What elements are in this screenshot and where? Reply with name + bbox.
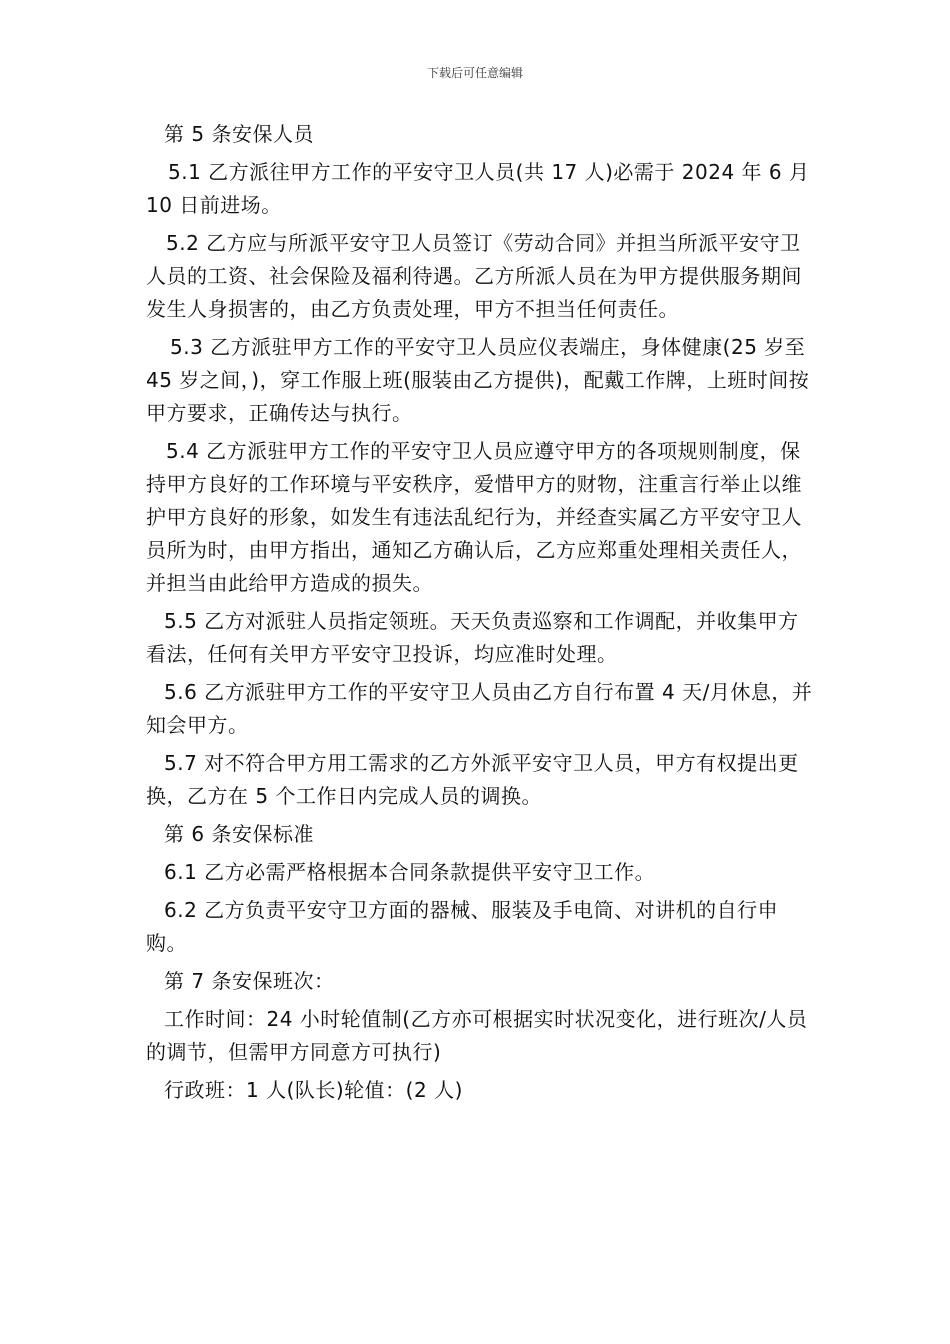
clause-5-1: 5.1 乙方派往甲方工作的平安守卫人员(共 17 人)必需于 2024 年 6 月 10 日前进场。 (146, 160, 810, 217)
section-heading-6: 第 6 条安保标准 (164, 822, 314, 846)
shift-staffing-paragraph: 行政班：1 人(队长)轮值：(2 人) (164, 1078, 463, 1102)
section-heading-5: 第 5 条安保人员 (164, 122, 314, 146)
document-body (146, 118, 816, 1112)
page-header-note: 下载后可任意编辑 (426, 66, 523, 80)
clause-5-3: 5.3 乙方派驻甲方工作的平安守卫人员应仪表端庄，身体健康(25 岁至 45 岁之间，)，穿工作服上班(服装由乙方提供)，配戴工作牌，上班时间按甲方要求，正确传达与执行。 (146, 335, 810, 425)
clause-5-6: 5.6 乙方派驻甲方工作的平安守卫人员由乙方自行布置 4 天/月休息，并知会甲方。 (146, 680, 813, 737)
clause-5-2: 5.2 乙方应与所派平安守卫人员签订《劳动合同》并担当所派平安守卫人员的工资、社会保险及福利待遇。乙方所派人员在为甲方提供服务期间发生人身损害的，由乙方负责处理，甲方不担当任何责任。 (146, 231, 802, 321)
section-heading-7: 第 7 条安保班次： (164, 969, 335, 993)
clause-6-1: 6.1 乙方必需严格根据本合同条款提供平安守卫工作。 (164, 860, 656, 884)
clause-5-7: 5.7 对不符合甲方用工需求的乙方外派平安守卫人员，甲方有权提出更换，乙方在 5 个工作日内完成人员的调换。 (146, 751, 799, 808)
clause-6-2: 6.2 乙方负责平安守卫方面的器械、服装及手电筒、对讲机的自行申购。 (146, 898, 779, 955)
clause-5-4: 5.4 乙方派驻甲方工作的平安守卫人员应遵守甲方的各项规则制度，保持甲方良好的工作环境与平安秩序，爱惜甲方的财物，注重言行举止以维护甲方良好的形象，如发生有违法乱纪行为，并经查实属乙方平安守卫人员所为时，由甲方指出，通知乙方确认后，乙方应郑重处理相关责任人，并担当由此给甲方造成的损失。 (146, 439, 802, 595)
work-hours-paragraph: 工作时间：24 小时轮值制(乙方亦可根据实时状况变化，进行班次/人员的调节，但需甲方同意方可执行) (146, 1007, 808, 1064)
clause-5-5: 5.5 乙方对派驻人员指定领班。天天负责巡察和工作调配，并收集甲方看法，任何有关甲方平安守卫投诉，均应准时处理。 (146, 609, 799, 666)
